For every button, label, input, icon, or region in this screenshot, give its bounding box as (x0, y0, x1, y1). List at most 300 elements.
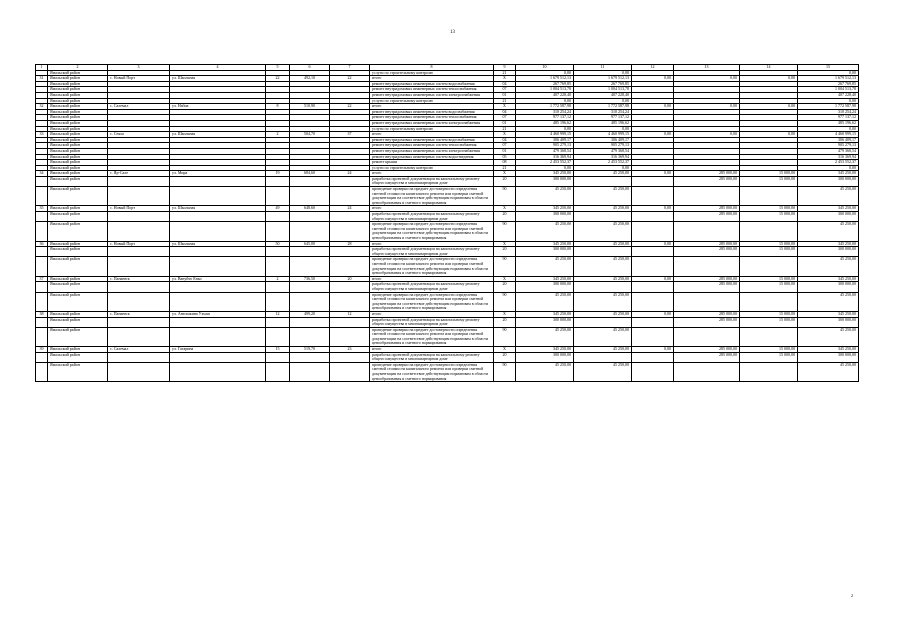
table-cell: 90 (494, 187, 516, 206)
table-cell: 310 254,24 (798, 109, 859, 115)
table-cell: 510,90 (290, 104, 330, 110)
table-cell: 0,00 (574, 98, 632, 104)
table-cell: 0,00 (516, 165, 574, 171)
table-cell (674, 222, 740, 241)
table-cell: Ямальский район (48, 137, 108, 143)
table-cell: итого (370, 76, 494, 82)
table-cell: Ямальский район (48, 148, 108, 154)
table-cell: 22 (330, 76, 370, 82)
table-cell: ул. Гагарина (170, 347, 266, 353)
column-number-cell: 15 (798, 65, 859, 71)
table-cell: 0,00 (516, 126, 574, 132)
table-cell (330, 247, 370, 257)
table-cell: 15 000,00 (740, 247, 798, 257)
table-cell: ул. Школьная (170, 132, 266, 138)
table-cell: 08 (494, 160, 516, 166)
table-cell: 905 279,13 (574, 143, 632, 149)
table-cell: услуги по строительному контролю (370, 165, 494, 171)
table-cell: ремонт внутридомовых инженерных систем водоснабжения (370, 137, 494, 143)
table-cell: 300 000,00 (516, 212, 574, 222)
table-cell (108, 222, 170, 241)
table-cell: 45 250,00 (574, 327, 632, 346)
table-cell (108, 327, 170, 346)
table-cell: 45 250,00 (574, 241, 632, 247)
table-cell: проведение проверки на предмет достоверности определения сметной стоимости капитального ремонта или проверки сметной документации на соответствие действующим нормативам в области ценообразования и сметного нормирования (370, 292, 494, 311)
table-cell: 4 460 999,15 (574, 132, 632, 138)
table-cell: с. Панаевск (108, 311, 170, 317)
table-cell: с. Панаевск (108, 276, 170, 282)
table-cell (36, 176, 48, 186)
table-cell: X (494, 132, 516, 138)
table-cell: 0,00 (632, 76, 674, 82)
table-cell: 306 409,17 (516, 137, 574, 143)
table-cell: 0,00 (632, 132, 674, 138)
table-cell: Ямальский район (48, 311, 108, 317)
table-cell: 345 250,00 (516, 311, 574, 317)
table-cell: 45 250,00 (798, 222, 859, 241)
table-cell (632, 212, 674, 222)
table-cell: с. Яр-Сале (108, 171, 170, 177)
table-cell: 20 (494, 212, 516, 222)
table-cell: итого (370, 171, 494, 177)
table-cell (266, 362, 290, 381)
table-cell: 0,00 (674, 104, 740, 110)
table-cell (36, 292, 48, 311)
table-cell (108, 292, 170, 311)
table-cell (36, 317, 48, 327)
table-cell: 300 000,00 (798, 212, 859, 222)
table-cell: X (494, 206, 516, 212)
table-cell (632, 317, 674, 327)
table-cell: 0,00 (632, 241, 674, 247)
table-cell (36, 247, 48, 257)
table-cell: 300 000,00 (798, 282, 859, 292)
table-cell: 20 (494, 352, 516, 362)
capital-repair-table (35, 64, 859, 382)
table-row (36, 282, 859, 292)
table-cell: итого (370, 347, 494, 353)
table-cell: 0,00 (632, 104, 674, 110)
table-cell: ремонт внутридомовых инженерных систем электроснабжения (370, 120, 494, 126)
table-cell: 2 453 552,37 (798, 160, 859, 166)
table-cell: 90 (494, 222, 516, 241)
table-cell: 407 228,40 (516, 92, 574, 98)
table-cell (290, 327, 330, 346)
table-cell (170, 352, 266, 362)
table-cell (36, 257, 48, 276)
table-cell: 300 000,00 (798, 247, 859, 257)
table-cell (632, 247, 674, 257)
table-cell: с. Салемал (108, 104, 170, 110)
table-cell: 45 250,00 (516, 257, 574, 276)
table-cell (632, 222, 674, 241)
table-cell: 285 000,00 (674, 241, 740, 247)
table-cell: проведение проверки на предмет достоверности определения сметной стоимости капитального ремонта или проверки сметной документации на соответствие действующим нормативам в области ценообразования и сметного нормирования (370, 222, 494, 241)
table-cell: 316 369,94 (516, 154, 574, 160)
table-cell: 345 250,00 (516, 276, 574, 282)
table-cell: Ямальский район (48, 187, 108, 206)
table-cell (170, 247, 266, 257)
table-cell: 0,00 (574, 126, 632, 132)
table-cell: 15 000,00 (740, 282, 798, 292)
table-cell: 1 679 512,13 (798, 76, 859, 82)
table-cell (36, 327, 48, 346)
table-cell: ул. Мира (170, 171, 266, 177)
table-cell (170, 212, 266, 222)
table-cell: 285 000,00 (674, 282, 740, 292)
table-cell: 33 (36, 132, 48, 138)
table-cell: 306 409,17 (798, 137, 859, 143)
table-row (36, 292, 859, 311)
table-cell: услуги по строительному контролю (370, 98, 494, 104)
table-cell: 34 (36, 171, 48, 177)
table-cell (290, 222, 330, 241)
table-cell: 736,50 (290, 276, 330, 282)
table-cell: 45 250,00 (574, 347, 632, 353)
table-cell: ул. Школьная (170, 241, 266, 247)
table-cell (170, 292, 266, 311)
table-cell: 15 000,00 (740, 171, 798, 177)
table-cell: 977 137,12 (574, 115, 632, 121)
table-cell: разработка проектной документации на капитальному ремонту общего имущества в многоквартирном доме (370, 247, 494, 257)
table-cell (632, 327, 674, 346)
table-cell: Ямальский район (48, 126, 108, 132)
table-cell: разработка проектной документации на капитальному ремонту общего имущества в многоквартирном доме (370, 317, 494, 327)
column-number-cell: 14 (740, 65, 798, 71)
table-cell (574, 212, 632, 222)
table-cell: 45 250,00 (798, 187, 859, 206)
table-cell: 407 228,40 (798, 92, 859, 98)
table-cell (290, 292, 330, 311)
table-cell: 45 250,00 (574, 362, 632, 381)
table-cell: 267 769,85 (574, 81, 632, 87)
table-cell: 300 000,00 (516, 317, 574, 327)
table-cell: Ямальский район (48, 276, 108, 282)
table-cell (170, 362, 266, 381)
page-number: 13 (450, 30, 455, 35)
table-cell: Ямальский район (48, 70, 108, 76)
table-cell: Ямальский район (48, 222, 108, 241)
table-cell (330, 352, 370, 362)
table-cell: 345 250,00 (798, 171, 859, 177)
table-cell: 0,00 (574, 70, 632, 76)
table-cell: 45 250,00 (574, 187, 632, 206)
table-cell: проведение проверки на предмет достоверности определения сметной стоимости капитального ремонта или проверки сметной документации на соответствие действующим нормативам в области ценообразования и сметного нормирования (370, 187, 494, 206)
table-cell: 267 769,85 (516, 81, 574, 87)
table-cell: 645,00 (290, 241, 330, 247)
table-cell: 20 (494, 317, 516, 327)
table-cell: Ямальский район (48, 206, 108, 212)
table-cell: 285 000,00 (674, 176, 740, 186)
table-cell: Ямальский район (48, 176, 108, 186)
table-cell: 285 000,00 (674, 276, 740, 282)
table-cell: 0,00 (798, 98, 859, 104)
table-cell (574, 247, 632, 257)
table-cell: 37 (330, 132, 370, 138)
table-cell: Ямальский район (48, 154, 108, 160)
table-cell (632, 257, 674, 276)
table-cell: 300 000,00 (516, 282, 574, 292)
table-cell: 285 000,00 (674, 347, 740, 353)
column-number-cell: 2 (48, 65, 108, 71)
table-cell: 519,70 (290, 347, 330, 353)
table-cell (170, 282, 266, 292)
table-cell (266, 292, 290, 311)
table-cell (36, 222, 48, 241)
table-cell: 21 (494, 98, 516, 104)
table-cell: Ямальский район (48, 327, 108, 346)
table-cell (266, 222, 290, 241)
table-cell: 15 000,00 (740, 276, 798, 282)
table-cell (330, 212, 370, 222)
column-number-cell: 10 (516, 65, 574, 71)
table-cell: 01 (494, 120, 516, 126)
table-cell (266, 257, 290, 276)
table-cell: 345 250,00 (516, 241, 574, 247)
table-cell (330, 362, 370, 381)
table-cell: 07 (494, 115, 516, 121)
table-cell: ул. Антошкина Уэхаш (170, 311, 266, 317)
table-cell: Ямальский район (48, 362, 108, 381)
table-cell: 20 (330, 276, 370, 282)
table-cell: 4 460 999,15 (516, 132, 574, 138)
table-cell (290, 257, 330, 276)
table-cell: 1 004 513,78 (516, 87, 574, 93)
table-cell: 345 250,00 (516, 206, 574, 212)
table-cell: Ямальский район (48, 143, 108, 149)
table-cell (290, 187, 330, 206)
table-cell: 38 (36, 311, 48, 317)
table-cell (330, 317, 370, 327)
table-cell: 35 (36, 206, 48, 212)
table-cell: 310 254,24 (516, 109, 574, 115)
table-cell: 0,00 (632, 171, 674, 177)
table-cell: X (494, 171, 516, 177)
table-cell: Ямальский район (48, 87, 108, 93)
table-cell: 345 250,00 (516, 171, 574, 177)
table-cell: Ямальский район (48, 347, 108, 353)
table-cell: 21 (494, 70, 516, 76)
table-cell: 0,00 (674, 76, 740, 82)
table-cell: ремонт внутридомовых инженерных систем водоотведения (370, 154, 494, 160)
table-cell: разработка проектной документации на капитальному ремонту общего имущества в многоквартирном доме (370, 212, 494, 222)
table-cell: разработка проектной документации на капитальному ремонту общего имущества в многоквартирном доме (370, 352, 494, 362)
column-number-cell: 9 (494, 65, 516, 71)
table-cell: итого (370, 241, 494, 247)
table-cell: 345 250,00 (798, 347, 859, 353)
table-cell: услуги по строительному контролю (370, 126, 494, 132)
column-number-cell: 7 (330, 65, 370, 71)
table-cell (632, 282, 674, 292)
table-row (36, 222, 859, 241)
table-cell: 01 (494, 92, 516, 98)
table-cell: 45 250,00 (574, 257, 632, 276)
table-cell (290, 362, 330, 381)
table-cell: 45 250,00 (574, 206, 632, 212)
table-cell: 905 279,13 (516, 143, 574, 149)
table-cell: 45 250,00 (574, 222, 632, 241)
table-cell (674, 362, 740, 381)
table-cell: 0,00 (632, 206, 674, 212)
table-cell: 1 772 587,98 (516, 104, 574, 110)
table-cell: 8 (266, 104, 290, 110)
table-cell: 285 000,00 (674, 171, 740, 177)
table-cell: 316 369,94 (798, 154, 859, 160)
table-cell: 45 250,00 (798, 327, 859, 346)
table-cell: итого (370, 276, 494, 282)
table-cell: 345 250,00 (516, 347, 574, 353)
table-cell: 306 409,17 (574, 137, 632, 143)
table-cell (170, 257, 266, 276)
table-cell (266, 317, 290, 327)
table-cell: 45 250,00 (516, 292, 574, 311)
table-cell: 45 250,00 (574, 311, 632, 317)
table-cell: 300 000,00 (798, 317, 859, 327)
table-cell (740, 327, 798, 346)
table-cell: 977 137,12 (516, 115, 574, 121)
table-cell (266, 187, 290, 206)
table-cell: 479 368,54 (798, 148, 859, 154)
table-cell: 684,60 (290, 171, 330, 177)
table-cell: 300 000,00 (516, 352, 574, 362)
table-cell: разработка проектной документации на капитальному ремонту общего имущества в многоквартирном доме (370, 176, 494, 186)
table-cell: 45 250,00 (574, 292, 632, 311)
table-cell: Ямальский район (48, 241, 108, 247)
table-cell (108, 212, 170, 222)
table-cell: 300 000,00 (798, 352, 859, 362)
table-cell: 12 (330, 311, 370, 317)
table-cell (266, 176, 290, 186)
table-cell: 0,00 (632, 347, 674, 353)
table-cell: с. Сеяха (108, 132, 170, 138)
table-cell: 90 (494, 327, 516, 346)
table-cell: 45 250,00 (516, 362, 574, 381)
table-cell (290, 176, 330, 186)
column-number-cell: 3 (108, 65, 170, 71)
table-cell: ул. Вануйто Енко (170, 276, 266, 282)
table-cell: 2 453 552,37 (516, 160, 574, 166)
table-cell (266, 247, 290, 257)
table-cell (108, 352, 170, 362)
table-cell (330, 257, 370, 276)
table-cell: 45 250,00 (516, 327, 574, 346)
column-number-cell: 1 (36, 65, 48, 71)
table-cell (632, 352, 674, 362)
table-cell: 492,10 (290, 76, 330, 82)
table-cell (740, 257, 798, 276)
table-cell: 2 453 552,37 (574, 160, 632, 166)
table-cell: итого (370, 104, 494, 110)
table-cell (108, 282, 170, 292)
table-cell: 39 (36, 347, 48, 353)
table-cell: 07 (494, 143, 516, 149)
table-cell: Ямальский район (48, 212, 108, 222)
table-cell: Ямальский район (48, 92, 108, 98)
table-cell: ул. Набиа (170, 104, 266, 110)
table-cell: 0,00 (632, 276, 674, 282)
table-cell: 0,00 (574, 165, 632, 171)
table-cell (266, 327, 290, 346)
table-cell: проведение проверки на предмет достоверности определения сметной стоимости капитального ремонта или проверки сметной документации на соответствие действующим нормативам в области ценообразования и сметного нормирования (370, 257, 494, 276)
table-cell: 285 000,00 (674, 206, 740, 212)
table-cell: 285 000,00 (674, 352, 740, 362)
table-cell: разработка проектной документации на капитальному ремонту общего имущества в многоквартирном доме (370, 282, 494, 292)
table-cell (36, 362, 48, 381)
table-cell (290, 247, 330, 257)
table-cell: X (494, 347, 516, 353)
table-cell: 22 (266, 76, 290, 82)
table-cell: 15 000,00 (740, 212, 798, 222)
table-cell: 285 000,00 (674, 317, 740, 327)
table-cell: 15 000,00 (740, 311, 798, 317)
table-cell: ремонт крыши (370, 160, 494, 166)
table-cell: 2 (266, 276, 290, 282)
table-cell: 0,00 (516, 98, 574, 104)
column-number-cell: 8 (370, 65, 494, 71)
table-cell (290, 352, 330, 362)
table-cell: 05 (494, 154, 516, 160)
table-cell: 19 (266, 171, 290, 177)
table-cell: 0,00 (516, 70, 574, 76)
table-cell: 407 228,40 (574, 92, 632, 98)
table-cell: Ямальский район (48, 98, 108, 104)
table-cell: 648,60 (290, 206, 330, 212)
table-cell (36, 352, 48, 362)
table-cell: 36 (36, 241, 48, 247)
table-cell (632, 176, 674, 186)
table-cell: итого (370, 132, 494, 138)
table-row (36, 176, 859, 186)
table-cell: 07 (494, 87, 516, 93)
table-cell: с. Салемал (108, 347, 170, 353)
column-number-cell: 4 (170, 65, 266, 71)
table-cell: 45 250,00 (798, 257, 859, 276)
table-cell: 15 000,00 (740, 206, 798, 212)
table-cell: Ямальский район (48, 81, 108, 87)
table-cell (574, 176, 632, 186)
table-cell: ремонт внутридомовых инженерных систем электроснабжения (370, 92, 494, 98)
table-cell: ул. Школьная (170, 76, 266, 82)
table-cell: 15 000,00 (740, 241, 798, 247)
table-cell (330, 176, 370, 186)
table-cell: Ямальский район (48, 282, 108, 292)
table-cell (170, 317, 266, 327)
table-cell: 45 250,00 (516, 187, 574, 206)
table-cell: 300 000,00 (516, 247, 574, 257)
table-cell (330, 187, 370, 206)
table-cell: 0,00 (798, 126, 859, 132)
table-cell: ремонт внутридомовых инженерных систем водоснабжения (370, 109, 494, 115)
table-cell (330, 222, 370, 241)
table-cell: 32 (36, 104, 48, 110)
table-cell (674, 257, 740, 276)
table-cell: 1 679 512,13 (516, 76, 574, 82)
table-cell: ремонт внутридомовых инженерных систем электроснабжения (370, 148, 494, 154)
table-cell: 90 (494, 362, 516, 381)
table-row (36, 352, 859, 362)
table-cell: 479 368,54 (516, 148, 574, 154)
column-number-cell: 13 (674, 65, 740, 71)
table-cell: проведение проверки на предмет достоверности определения сметной стоимости капитального ремонта или проверки сметной документации на соответствие действующим нормативам в области ценообразования и сметного нормирования (370, 362, 494, 381)
table-cell: 37 (36, 276, 48, 282)
table-cell: 285 000,00 (674, 212, 740, 222)
table-cell: 45 250,00 (798, 292, 859, 311)
table-cell (290, 282, 330, 292)
table-cell: Ямальский район (48, 109, 108, 115)
table-cell: 0,00 (740, 104, 798, 110)
table-cell: 90 (494, 257, 516, 276)
table-cell: 15 000,00 (740, 176, 798, 186)
